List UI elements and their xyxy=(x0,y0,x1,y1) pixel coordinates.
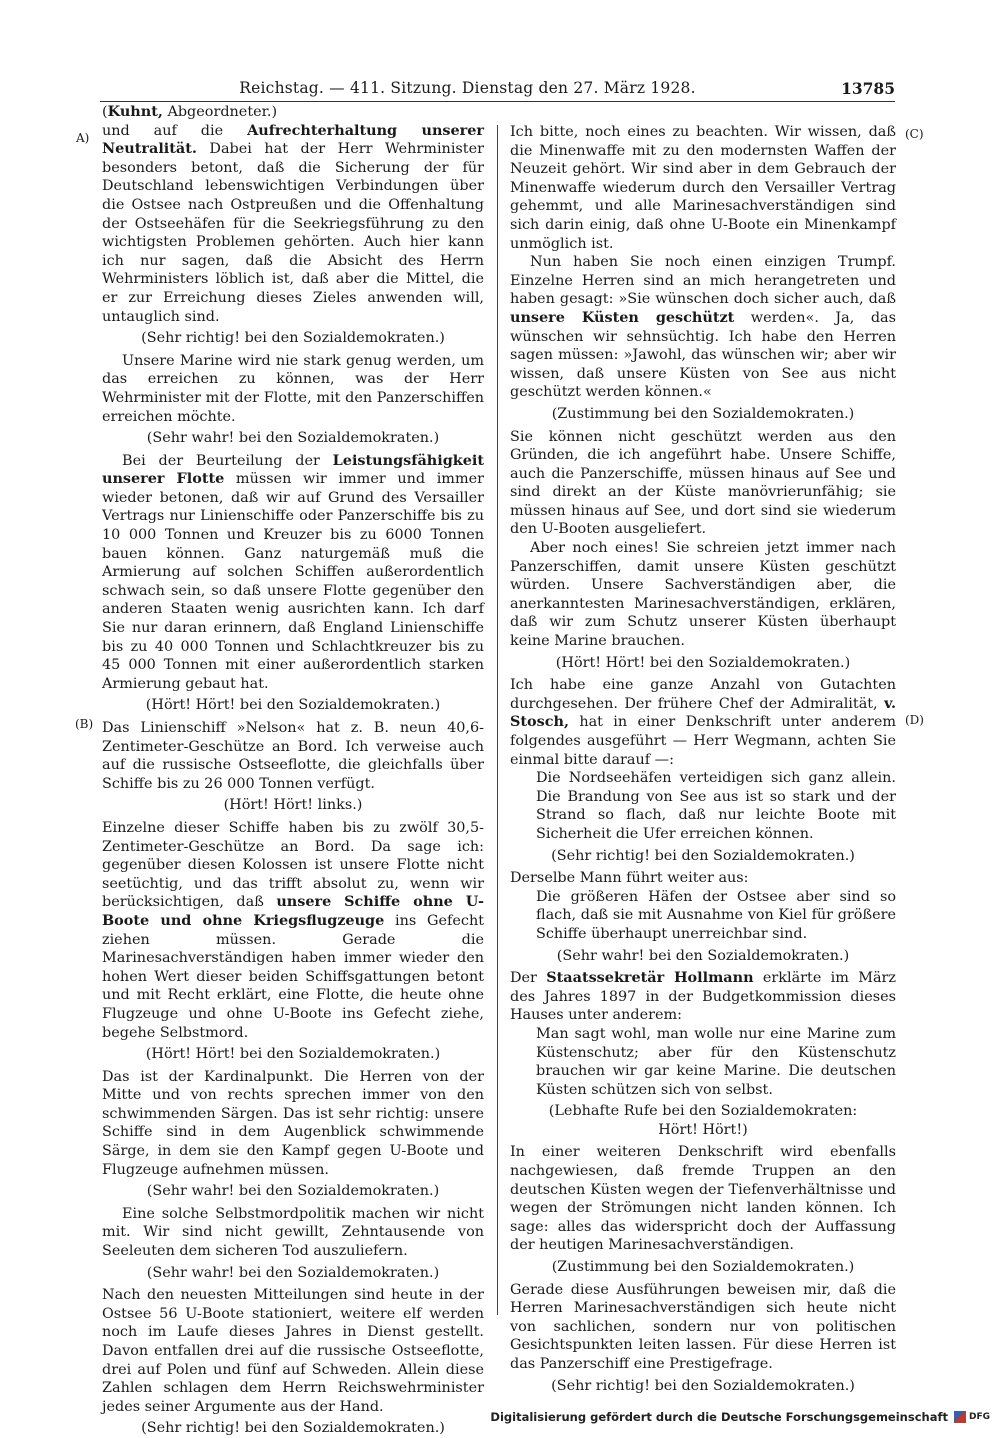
dfg-logo xyxy=(954,1411,990,1423)
block-quote: Die größeren Häfen der Ostsee aber sind so flach, daß sie mit Ausnahme von Kiel für größere Schiffe überhaupt unerreichbar sind. xyxy=(536,888,896,942)
paragraph: Ich bitte, noch eines zu beachten. Wir wissen, daß die Minenwaffe mit zu den modernsten Waffen der Neuzeit gehört. Wir sind aber in dem Gebrauch der Minenwaffe wiederum durch den Versailler Vertrag gehemmt, und alle Marinesachverständigen sind sich darin einig, daß ohne U-Boote ein Minenkampf unmöglich ist. xyxy=(510,124,896,252)
dfg-logo-text: DFG xyxy=(968,1412,990,1422)
text-run: Ich habe eine ganze Anzahl von Gutachten durchgesehen. Der frühere Chef der Admiralität, xyxy=(510,677,896,712)
column-divider xyxy=(497,125,498,1315)
interjection: (Sehr wahr! bei den Sozialdemokraten.) xyxy=(556,947,850,964)
page-header xyxy=(100,79,895,102)
paragraph: Sie können nicht geschützt werden aus den Gründen, die ich angeführt habe. Unsere Schiffe, auch die Panzerschiffe, müssen hinaus auf See und sind direkt an der Küste manövrierunfähig; sie müssen hinaus auf See, und dort sind sie wiederum den U-Booten ausgeliefert. xyxy=(510,428,896,538)
text-run: Dabei hat der Herr Wehrminister besonders betont, daß die Sicherung der für Deutschland lebenswichtigen Verbindungen über die Ostsee nach Ostpreußen und die Offenhaltung der Ostseehäfen für die Seekriegsführung zu den wichtigsten Problemen gehörten. Auch hier kann ich nur sagen, daß die Absicht des Herrn Wehrministers löblich ist, daß aber die Mittel, die er zur Erreichung dieses Zieles anwenden will, untauglich sind. xyxy=(102,141,484,325)
interjection: (Sehr wahr! bei den Sozialdemokraten.) xyxy=(146,430,440,447)
margin-letter-a: A) xyxy=(76,131,90,145)
paragraph xyxy=(102,122,484,327)
interjection: (Zustimmung bei den Sozialdemokraten.) xyxy=(551,405,855,422)
digitization-credit xyxy=(490,1410,990,1424)
paragraph: Eine solche Selbstmordpolitik machen wir nicht mit. Wir sind nicht gewillt, Zehntausende von Seeleuten dem sicheren Tod auszuliefern. xyxy=(102,1205,484,1260)
text-run: erklärte im März des Jahres 1897 in der Budgetkommission dieses Hauses unter anderem: xyxy=(510,970,896,1024)
paragraph xyxy=(102,819,484,1042)
text-run: und auf die xyxy=(102,122,248,139)
interjection: (Sehr richtig! bei den Sozialdemokraten.) xyxy=(551,847,855,864)
interjection: Hört! Hört!) xyxy=(658,1121,748,1138)
paragraph xyxy=(510,253,896,402)
emphasis: unsere Küsten geschützt xyxy=(510,308,735,326)
paragraph: Nach den neuesten Mitteilungen sind heute in der Ostsee 56 U-Boote stationiert, weitere elf werden noch im Laufe dieses Jahres in Dienst gestellt. Davon entfallen drei auf die russische Ostseeflotte, drei auf Polen und fünf auf Schweden. Allein diese Zahlen schlagen dem Herrn Reichswehrminister jedes seiner Argumente aus der Hand. xyxy=(102,1287,484,1415)
left-column xyxy=(102,103,485,1437)
paragraph: Gerade diese Ausführungen beweisen mir, daß die Herren Marinesachverständigen sich heute nicht von sachlichen, sondern nur von politischen Gesichtspunkten leiten lassen. Für diese Herren ist das Panzerschiff eine Prestigefrage. xyxy=(510,1281,896,1372)
text-run: hat in einer Denkschrift unter anderem folgendes ausgeführt — Herr Wegmann, achten Sie einmal bitte darauf —: xyxy=(510,714,896,768)
page-number: 13785 xyxy=(841,79,895,98)
block-quote: Man sagt wohl, man wolle nur eine Marine zum Küstenschutz; aber für den Küstenschutz brauchen wir gar keine Marine. Die deutschen Küsten schützen sich von selbst. xyxy=(536,1025,896,1098)
speaker-name: Kuhnt, xyxy=(107,103,163,120)
interjection: (Hört! Hört! bei den Sozialdemokraten.) xyxy=(145,697,441,714)
interjection: (Hört! Hört! bei den Sozialdemokraten.) xyxy=(555,654,851,671)
emphasis: v. Stosch, xyxy=(510,694,896,731)
footer-text: Digitalisierung gefördert durch die Deutsche Forschungsgemeinschaft xyxy=(490,1410,948,1424)
interjection: (Zustimmung bei den Sozialdemokraten.) xyxy=(551,1259,855,1276)
speaker-role: Abgeordneter.) xyxy=(167,104,278,120)
text-run: Nun haben Sie noch einen einzigen Trumpf. Einzelne Herren sind an mich herangetreten und haben gesagt: »Sie wünschen doch sicher auch, daß xyxy=(510,254,896,308)
speaker-line: (Kuhnt, Abgeordneter.) xyxy=(102,103,278,120)
block-quote: Die Nordseehäfen verteidigen sich ganz allein. Die Brandung von See aus ist so stark und der Strand so flach, daß nur leichte Boote mit Sicherheit die Ufer erreichen können. xyxy=(536,770,896,842)
paragraph: Das Linienschiff »Nelson« hat z. B. neun 40,6-Zentimeter-Geschütze an Bord. Ich verweise auch auf die russische Ostseeflotte, die gleichfalls über Schiffe bis zu 26 000 Tonnen verfügt. xyxy=(102,720,484,792)
right-column xyxy=(510,103,896,1394)
paragraph: In einer weiteren Denkschrift wird ebenfalls nachgewiesen, daß fremde Truppen an den deutschen Küsten wegen der Tiefenverhältnisse und wegen der Strömungen nicht landen können. Ich sage: alles das widerspricht doch der Auffassung der heutigen Marinesachverständigen. xyxy=(510,1144,896,1254)
margin-letter-b: (B) xyxy=(75,717,94,731)
dfg-mark-icon xyxy=(954,1411,966,1423)
paragraph xyxy=(510,676,896,769)
interjection: (Sehr richtig! bei den Sozialdemokraten.) xyxy=(551,1377,855,1394)
paragraph xyxy=(510,969,896,1025)
interjection: (Sehr richtig! bei den Sozialdemokraten.) xyxy=(141,1420,445,1437)
interjection: (Lebhafte Rufe bei den Sozialdemokraten: xyxy=(548,1103,858,1120)
text-run: ins Gefecht ziehen müssen. Gerade die Marinesachverständigen haben immer wieder den hohen Wert dieser beiden Schiffsgattungen betont und mit Recht erklärt, eine Flotte, die heute ohne Flugzeuge und ohne U-Boote ins Gefecht ziehe, begehe Selbstmord. xyxy=(102,912,485,1041)
interjection: (Sehr wahr! bei den Sozialdemokraten.) xyxy=(146,1183,440,1200)
emphasis: Leistungsfähigkeit unserer Flotte xyxy=(102,451,484,488)
paragraph: Unsere Marine wird nie stark genug werden, um das erreichen zu können, was der Herr Wehrminister mit der Flotte, mit den Panzerschiffen erreichen möchte. xyxy=(102,352,484,425)
interjection: (Hört! Hört! bei den Sozialdemokraten.) xyxy=(145,1046,441,1063)
interjection: (Sehr richtig! bei den Sozialdemokraten.) xyxy=(141,330,445,347)
paragraph: Aber noch eines! Sie schreien jetzt immer nach Panzerschiffen, damit unsere Küsten geschützt würden. Unsere Sachverständigen aber, die anerkanntesten Marinesachverständigen, erklären, daß wir zum Schutz unserer Küsten überhaupt keine Marine brauchen. xyxy=(510,540,896,650)
emphasis: Staatssekretär Hollmann xyxy=(546,969,754,987)
interjection: (Hört! Hört! links.) xyxy=(223,797,363,814)
text-run: Der xyxy=(510,970,547,987)
text-run: werden«. Ja, das wünschen wir sehnsüchtig. Ich habe den Herren sagen müssen: »Jawohl, das wünschen wir; aber wir wissen, daß unsere Küsten von See aus nicht geschützt werden können.« xyxy=(510,309,896,401)
paragraph: Das ist der Kardinalpunkt. Die Herren von der Mitte und von rechts sprechen immer von den schwimmenden Särgen. Das ist sehr richtig: unsere Schiffe sind in dem Augenblick schwimmende Särge, in dem sie den Kampf gegen U-Boote und Flugzeuge aufnehmen müssen. xyxy=(102,1068,484,1178)
running-head: Reichstag. — 411. Sitzung. Dienstag den 27. März 1928. xyxy=(239,79,696,97)
text-run: müssen wir immer und immer wieder betonen, daß wir auf Grund des Versailler Vertrags nur Linienschiffe oder Panzerschiffe bis zu 10 000 Tonnen und Kreuzer bis zu 6000 Tonnen bauen können. Ganz naturgemäß muß die Armierung auf solchen Schiffen außerordentlich schwach sein, so daß unsere Flotte gegenüber den anderen Staaten wenig ausrichten kann. Ich darf Sie nur daran erinnern, daß England Linienschiffe bis zu 40 000 Tonnen und Schlachtkreuzer bis zu 45 000 Tonnen mit einer außerordentlich starken Armierung gebaut hat. xyxy=(102,471,484,692)
margin-letter-d: (D) xyxy=(905,713,924,727)
text-run: Bei der Beurteilung der xyxy=(122,452,333,469)
margin-letter-c: (C) xyxy=(905,127,924,141)
interjection: (Sehr wahr! bei den Sozialdemokraten.) xyxy=(146,1264,440,1281)
text-run: Einzelne dieser Schiffe haben bis zu zwölf 30,5-Zentimeter-Geschütze an Bord. Da sage ich: gegenüber diesen Kolossen ist unsere Flotte nicht seetüchtig, und das trifft absolut zu, wenn wir berücksichtigen, daß xyxy=(102,819,484,911)
emphasis: Aufrechterhaltung unserer Neutralität. xyxy=(102,121,484,158)
emphasis: unsere Schiffe ohne U-Boote und ohne Kriegsflugzeuge xyxy=(102,893,485,929)
paragraph xyxy=(102,452,484,694)
paragraph: Derselbe Mann führt weiter aus: xyxy=(510,870,749,887)
